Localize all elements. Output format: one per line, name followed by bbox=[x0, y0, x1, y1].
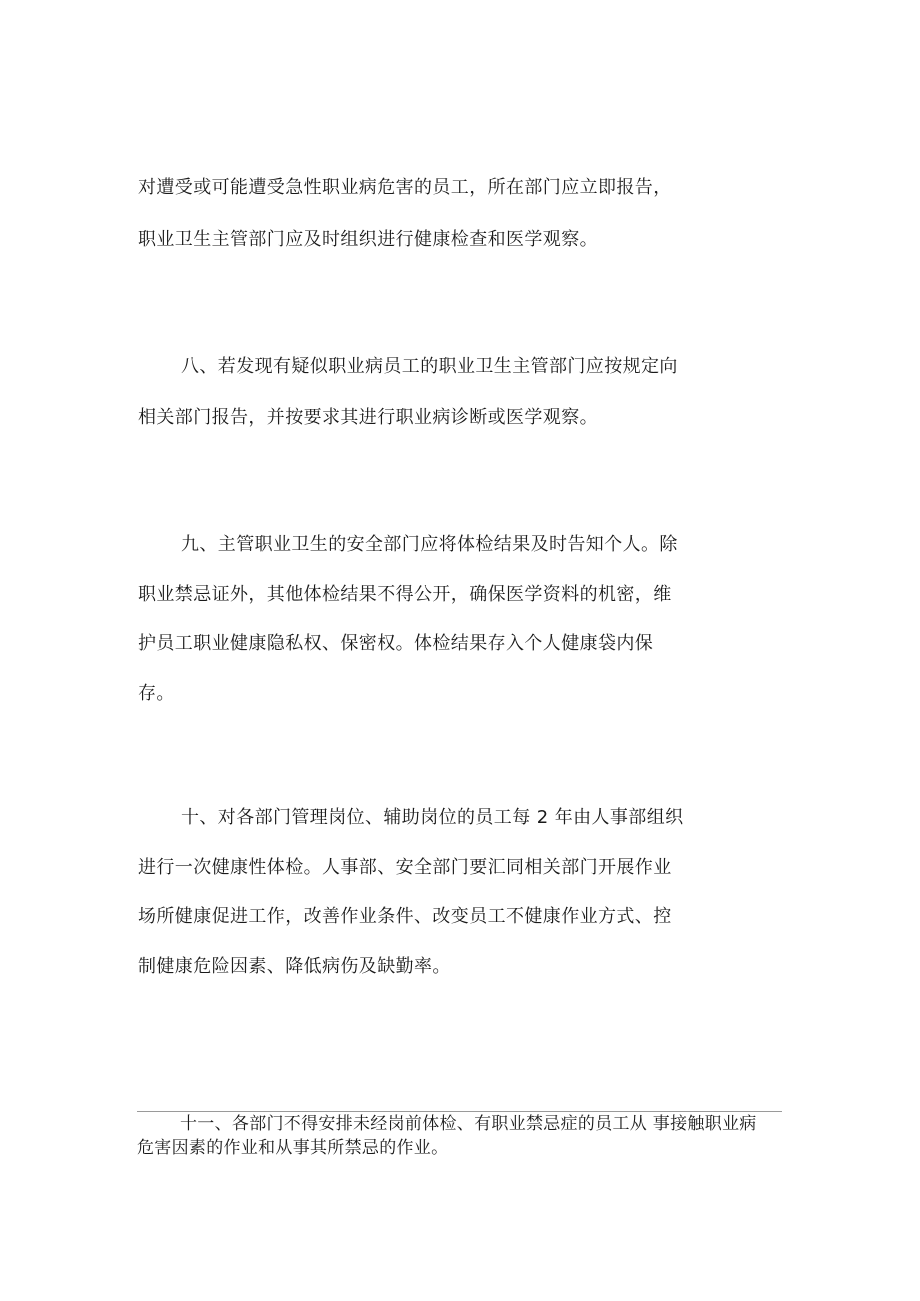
paragraph-10-line-3: 场所健康促进工作，改善作业条件、改变员工不健康作业方式、控 bbox=[138, 906, 672, 927]
paragraph-9-line-3: 护员工职业健康隐私权、保密权。体检结果存入个人健康袋内保 bbox=[138, 633, 654, 654]
paragraph-9-line-4: 存。 bbox=[138, 683, 175, 704]
paragraph-10-line-2: 进行一次健康性体检。人事部、安全部门要汇同相关部门开展作业 bbox=[138, 857, 672, 878]
footer-line-1: 十一、各部门不得安排未经岗前体检、有职业禁忌症的员工从 事接触职业病 bbox=[180, 1114, 757, 1134]
paragraph-9-line-2: 职业禁忌证外，其他体检结果不得公开，确保医学资料的机密，维 bbox=[138, 584, 672, 605]
paragraph-1-line-1: 对遭受或可能遭受急性职业病危害的员工，所在部门应立即报告， bbox=[138, 177, 672, 198]
footer-line-2: 危害因素的作业和从事其所禁忌的作业。 bbox=[137, 1138, 449, 1158]
paragraph-9-line-1: 九、主管职业卫生的安全部门应将体检结果及时告知个人。除 bbox=[181, 534, 678, 555]
paragraph-10-line-4: 制健康危险因素、降低病伤及缺勤率。 bbox=[138, 956, 451, 977]
paragraph-10-line-1: 十、对各部门管理岗位、辅助岗位的员工每 2 年由人事部组织 bbox=[181, 807, 684, 828]
footer-divider bbox=[137, 1111, 782, 1112]
paragraph-8-line-2: 相关部门报告，并按要求其进行职业病诊断或医学观察。 bbox=[138, 407, 598, 428]
paragraph-1-line-2: 职业卫生主管部门应及时组织进行健康检查和医学观察。 bbox=[138, 229, 598, 250]
paragraph-8-line-1: 八、若发现有疑似职业病员工的职业卫生主管部门应按规定向 bbox=[181, 356, 678, 377]
